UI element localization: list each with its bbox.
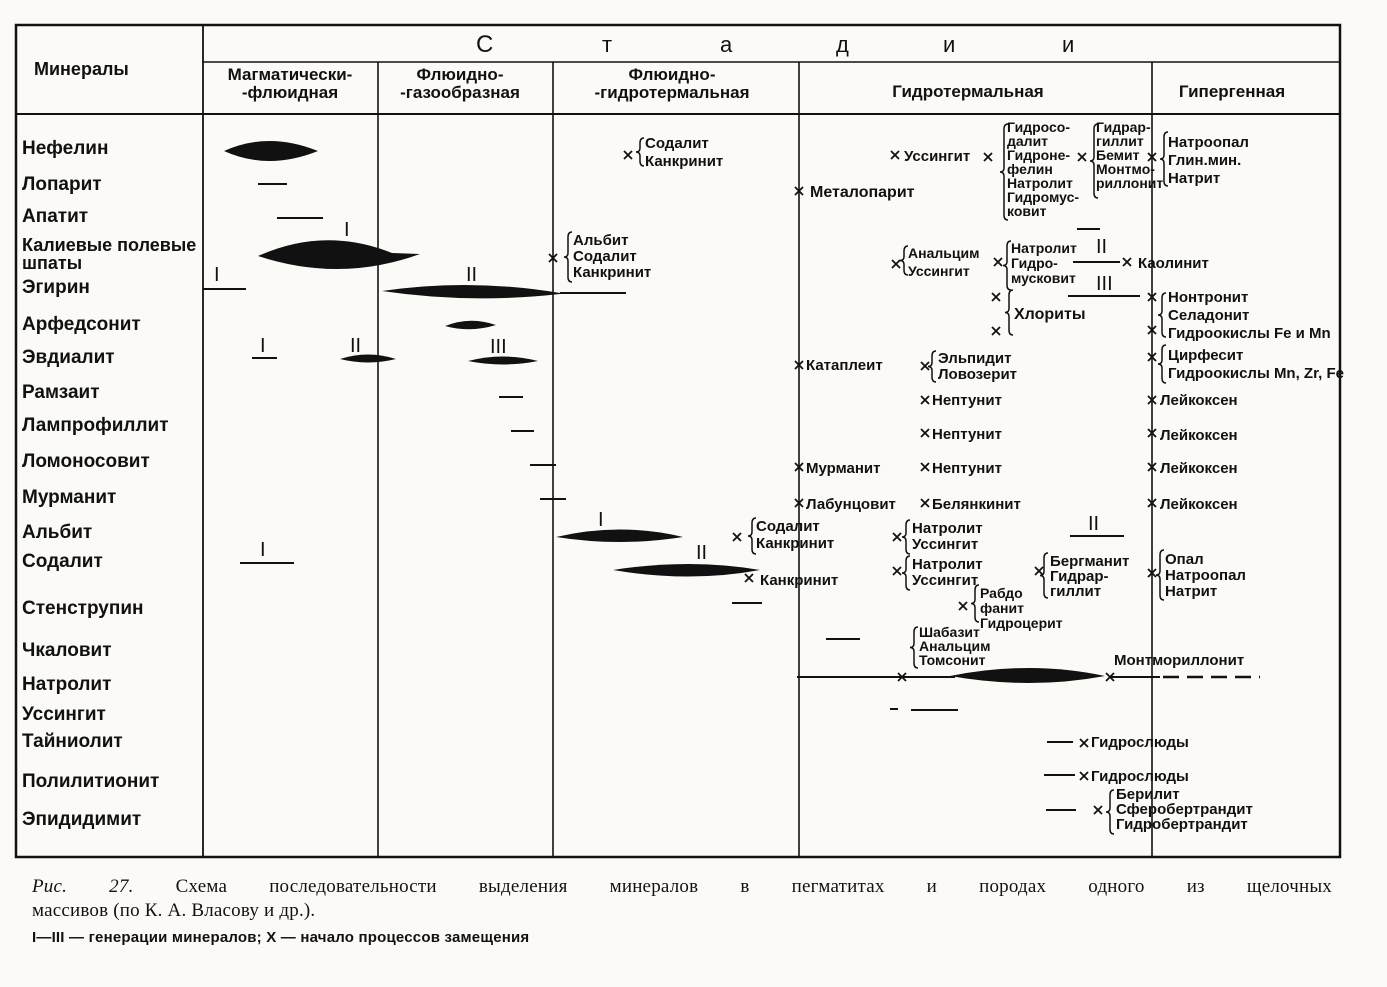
note: Натролит Уссингит [912,520,983,553]
stages-letter: т [602,32,613,57]
replacement-x-mark [891,151,899,159]
generation-label: II [1088,513,1100,535]
replacement-x-mark [984,153,992,161]
note: Нонтронит Селадонит Гидроокислы Fe и Mn [1168,289,1331,342]
mineral-name: Стенструпин [22,598,144,619]
mineral-name: Эпидидимит [22,809,142,830]
braces [564,124,1168,834]
generation-label: I [598,509,604,531]
replacement-x-mark [992,327,1000,335]
replacement-x-mark [892,260,900,268]
note: Эльпидит Ловозерит [938,350,1018,383]
generation-label: I [260,539,266,561]
note: Лейкоксен [1160,460,1238,477]
stages-letter: а [720,32,733,57]
stages-letter: С [476,31,494,58]
replacement-x-mark [1123,258,1131,266]
generation-label: III [1096,273,1113,295]
note: Натролит Гидро-мусковит [1011,240,1077,286]
brace [902,556,910,590]
replacement-x-mark [994,258,1002,266]
note: Мурманит [806,460,881,477]
brace [1040,553,1048,598]
mineral-name: Рамзаит [22,382,100,403]
replacement-x-mark [1080,772,1088,780]
mineral-name: Ломоносовит [22,451,150,472]
lens-natrolite [950,668,1105,683]
brace [1158,293,1166,337]
note: Содалит Канкринит [756,518,835,552]
mineral-name: Эгирин [22,277,90,298]
note: Лейкоксен [1160,427,1238,444]
stage-header-hydrothermal: Гидротермальная [892,82,1044,101]
brace [1106,790,1114,834]
brace [928,351,936,382]
lens-nepheline [224,141,318,161]
mineral-name: Мурманит [22,487,117,508]
note: Канкринит [760,572,839,589]
mineral-name: Эвдиалит [22,347,115,368]
stage-header-fluid-gas: Флюидно--газообразная [400,65,520,102]
mineral-name: Альбит [22,522,93,543]
note: Нептунит [932,392,1002,409]
note: Монтмориллонит [1114,652,1245,669]
replacement-x-mark [1094,806,1102,814]
brace [748,518,756,554]
mineral-names [22,138,196,830]
replacement-x-mark [959,602,967,610]
caption-legend: I—III — генерации минералов; X — начало процессов замещения [32,929,530,946]
lens-albite-2 [613,564,760,577]
brace [1005,290,1013,335]
note: Берилит Сферобертрандит Гидробертрандит [1116,786,1253,833]
note: Лейкоксен [1160,496,1238,513]
mineral-name: Натролит [22,674,112,695]
note: Гидрослюды [1091,734,1189,751]
generation-label: I [260,335,266,357]
brace [1003,241,1011,290]
note: Гидросо-далит Гидроне-фелин Натролит Гидромус-ковит [1007,119,1080,219]
lens-eudialyte-2 [340,355,396,363]
stages-letters [476,31,1074,58]
mineral-name: Калиевые полевые шпаты [22,235,197,273]
note: Бергманит Гидрар-гиллит [1050,553,1130,600]
brace [971,585,979,622]
replacement-notes [573,119,1344,833]
mineral-name: Апатит [22,206,89,227]
caption-line-1: Схема последовательности выделения минералов в пегматитах и породах одного из щелочных [175,876,1333,897]
note: Катаплеит [806,357,883,374]
replacement-x-mark [733,533,741,541]
note: Натроопал Глин.мин. Натрит [1168,134,1249,187]
mineral-name: Лампрофиллит [22,415,169,436]
replacement-x-mark [624,151,632,159]
mineral-name: Уссингит [22,704,106,725]
stages-letter: д [836,32,849,57]
figure-caption [32,876,1332,898]
replacement-x-mark [921,429,929,437]
replacement-x-mark [1080,739,1088,747]
replacement-x-mark [1078,153,1086,161]
note: Уссингит [904,148,971,165]
note: Белянкинит [932,496,1021,513]
generation-label: I [214,264,220,286]
note: Металопарит [810,184,915,201]
brace [636,138,644,166]
stage-header-hypergene: Гипергенная [1178,82,1286,101]
stages-letter: и [1062,32,1075,57]
generation-label: II [350,335,362,357]
mineral-name: Чкаловит [22,640,112,661]
note: Натролит Уссингит [912,556,983,589]
note: Каолинит [1138,255,1209,272]
minerals-column-header: Минералы [34,59,129,79]
replacement-x-mark [921,362,929,370]
note: Альбит Содалит Канкринит [573,232,652,281]
generation-label: I [344,219,350,241]
replacement-x-mark [1035,567,1043,575]
mineral-name: Лопарит [22,174,102,195]
note: Гидрар-гиллит Бемит Монтмо-риллонит [1096,119,1164,191]
mineral-name: Полилитионит [22,771,160,792]
caption-line-2: массивов (по К. А. Власову и др.). [32,900,316,921]
generation-label: II [696,542,708,564]
note: Анальцим Уссингит [908,245,980,279]
note: Нептунит [932,426,1002,443]
lens-aegirine-2 [382,285,625,298]
note: Гидрослюды [1091,768,1189,785]
note: Содалит Канкринит [645,135,724,170]
brace [902,520,910,554]
mineral-name: Нефелин [22,138,109,159]
replacement-x-mark [893,533,901,541]
lens-kfeldspar [258,240,420,269]
generation-label: III [490,336,507,358]
note: Опал Натроопал Натрит [1165,551,1246,600]
note: Шабазит Анальцим Томсонит [919,624,991,668]
replacement-x-mark [921,463,929,471]
mineral-name: Арфедсонит [22,314,141,335]
stage-header-fluid-hydro: Флюидно--гидротермальная [594,65,750,102]
brace [564,232,572,282]
lens-albite-1 [556,530,683,543]
note: Рабдо фанит Гидроцерит [980,585,1063,631]
brace [1158,345,1166,383]
generation-label: II [1096,236,1108,258]
replacement-x-mark [893,567,901,575]
brace [1156,550,1164,600]
mineral-name: Содалит [22,551,103,572]
mineral-name: Тайниолит [22,731,123,752]
stage-header-magmatic: Магматически--флюидная [227,65,353,102]
lens-arfvedsonite [445,321,496,330]
note: Нептунит [932,460,1002,477]
note: Хлориты [1014,306,1086,323]
stages-letter: и [943,32,956,57]
generation-label: II [466,264,478,286]
figure-label: Рис. 27. [32,876,134,897]
replacement-x-mark [921,396,929,404]
replacement-x-mark [745,574,753,582]
replacement-x-mark [921,499,929,507]
note: Цирфесит Гидроокислы Mn, Zr, Fe [1168,347,1344,382]
note: Лейкоксен [1160,392,1238,409]
brace [910,627,918,668]
brace [900,246,908,275]
note: Лабунцовит [806,496,896,513]
replacement-x-mark [992,293,1000,301]
